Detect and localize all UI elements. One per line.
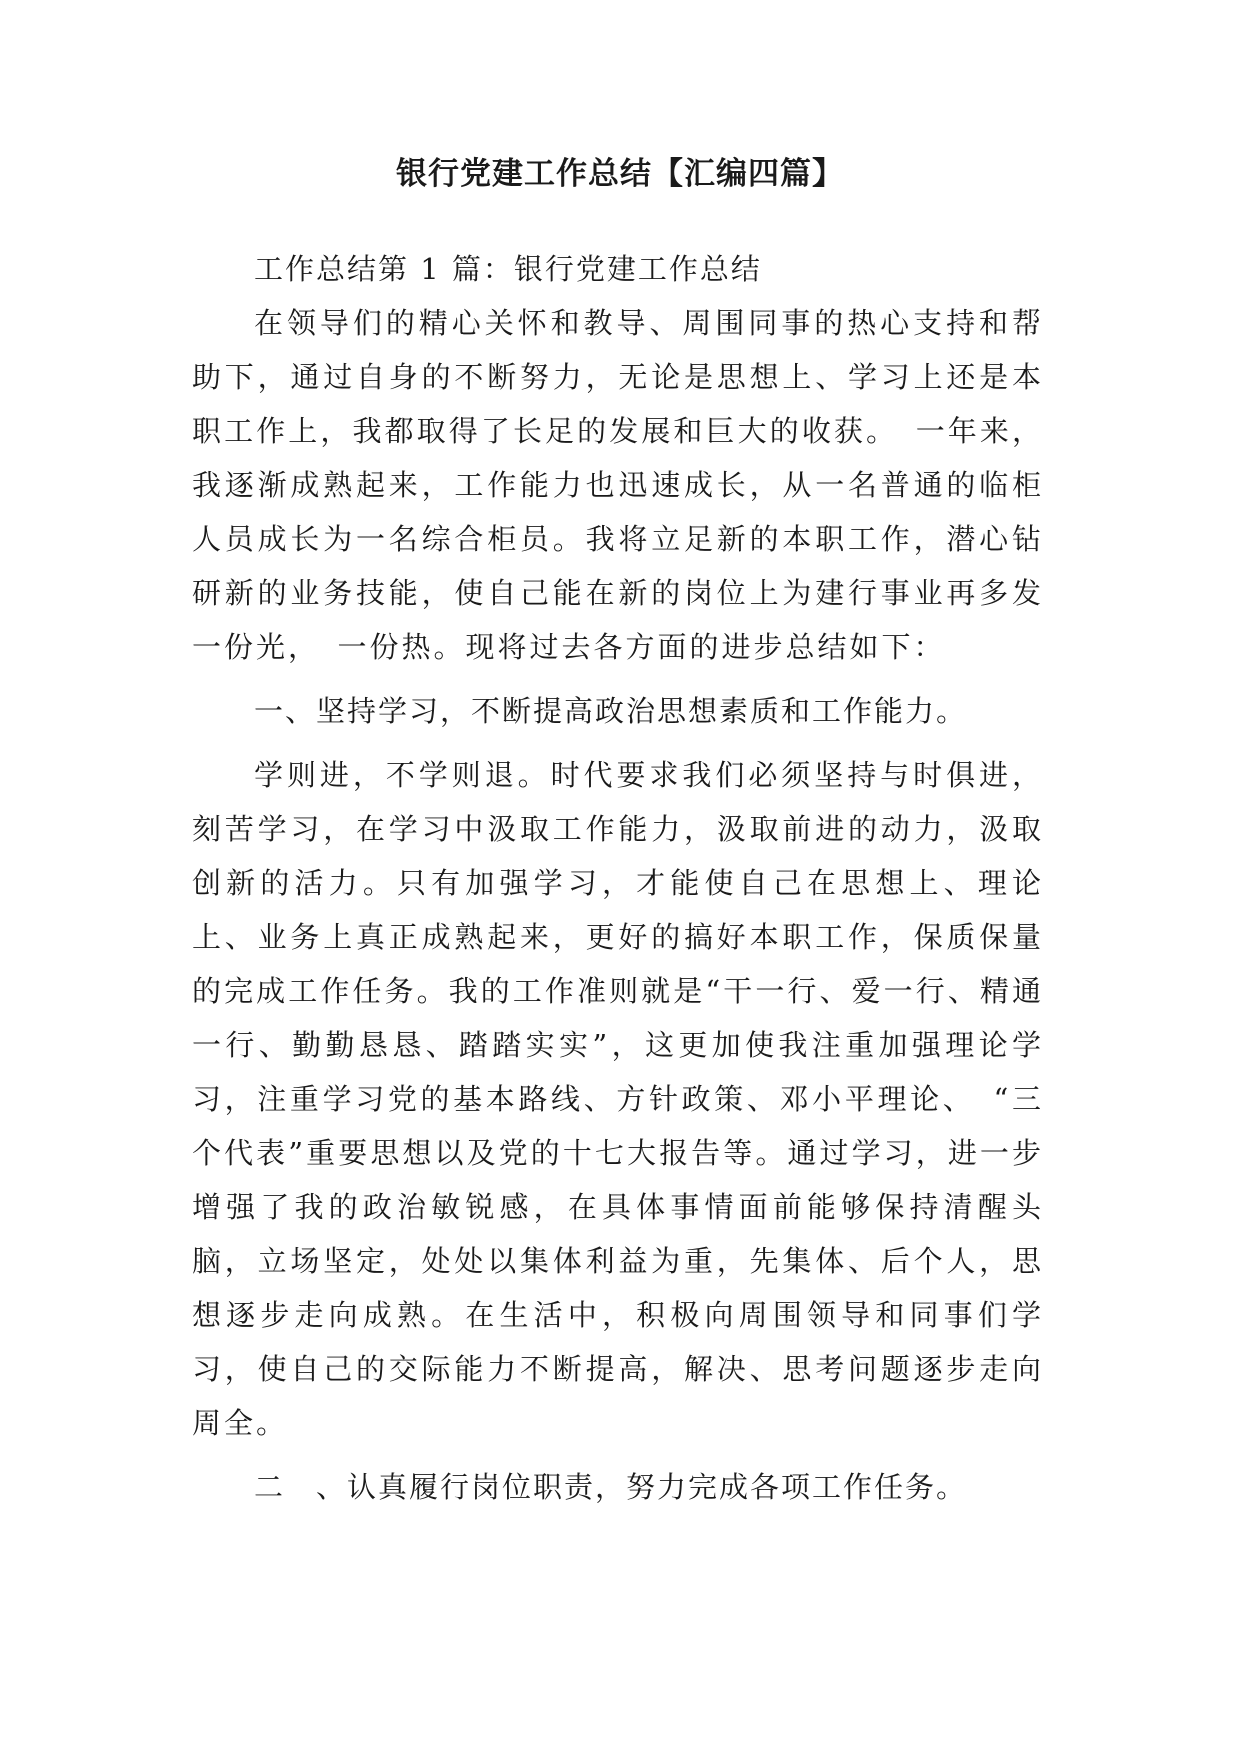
section-heading-1: 一、坚持学习，不断提高政治思想素质和工作能力。: [254, 694, 968, 728]
paragraph-intro: 在领导们的精心关怀和教导、周围同事的热心支持和帮助下，通过自身的不断努力，无论是思想上、学习上还是本职工作上，我都取得了长足的发展和巨大的收获。 一年来，我逐渐成熟起来，工作能力也迅速成长，从一名普通的临柜人员成长为一名综合柜员。我将立足新的本职工作，潜心钻研新的业务技能，使自己能在新的岗位上为建行事业再多发一份光， 一份热。现将过去各方面的进步总结如下：: [192, 306, 1044, 664]
document-body: [192, 242, 1044, 1514]
document-title: 银行党建工作总结【汇编四篇】: [396, 156, 844, 192]
paragraph-study: 学则进，不学则退。时代要求我们必须坚持与时俱进，刻苦学习，在学习中汲取工作能力，汲取前进的动力，汲取创新的活力。只有加强学习，才能使自己在思想上、理论上、业务上真正成熟起来，更好的搞好本职工作，保质保量的完成工作任务。我的工作准则就是“干一行、爱一行、精通一行、勤勤恳恳、踏踏实实”，这更加使我注重加强理论学习，注重学习党的基本路线、方针政策、邓小平理论、 “三个代表”重要思想以及党的十七大报告等。通过学习，进一步增强了我的政治敏锐感，在具体事情面前能够保持清醒头脑，立场坚定，处处以集体利益为重，先集体、后个人，思想逐步走向成熟。在生活中，积极向周围领导和同事们学习，使自己的交际能力不断提高，解决、思考问题逐步走向周全。: [192, 758, 1044, 1440]
section-heading-2: 二 、认真履行岗位职责，努力完成各项工作任务。: [254, 1470, 968, 1504]
section-heading-article-1: 工作总结第 1 篇：银行党建工作总结: [254, 252, 762, 286]
